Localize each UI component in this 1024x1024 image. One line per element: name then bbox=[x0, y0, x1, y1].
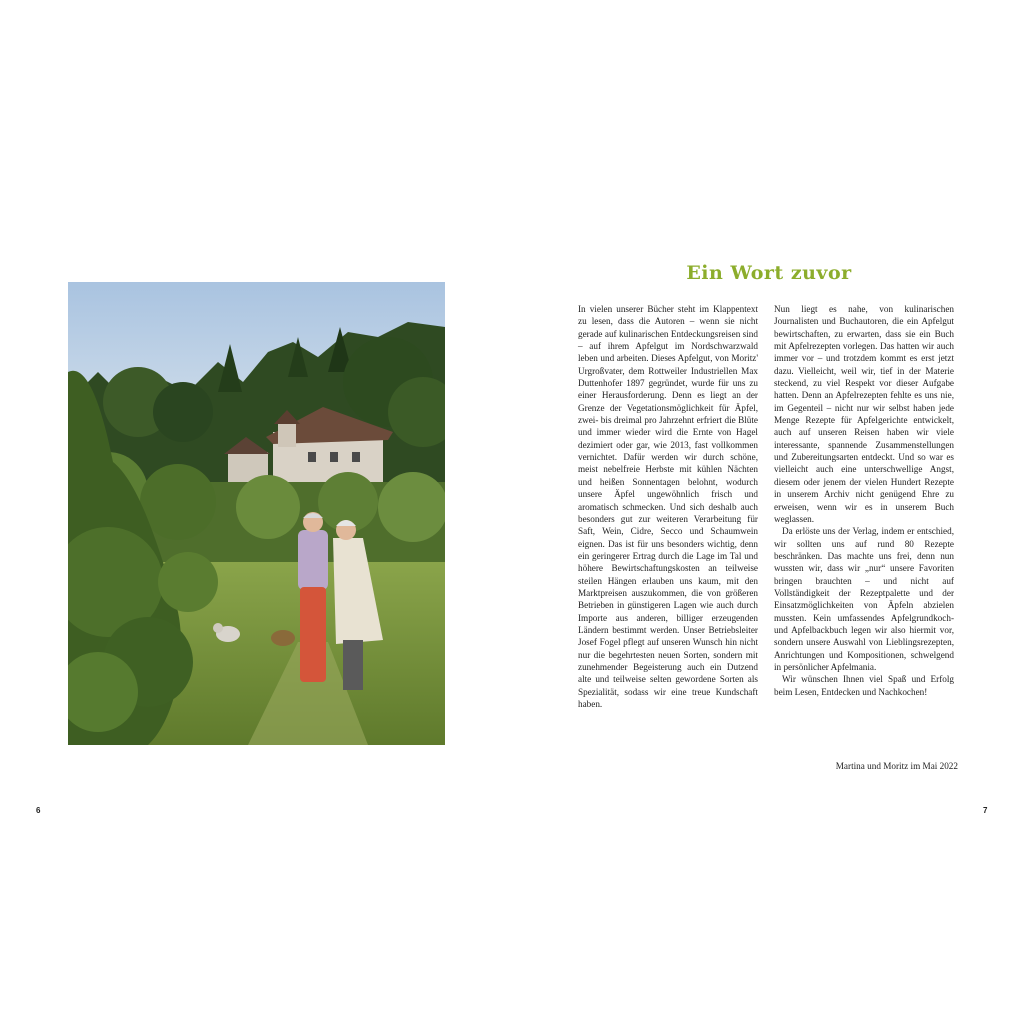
page-number-right: 7 bbox=[983, 806, 988, 815]
paragraph: Wir wünschen Ihnen viel Spaß und Erfolg beim Lesen, Entdecken und Nachkochen! bbox=[774, 674, 954, 697]
text-column-right bbox=[774, 303, 954, 698]
garden-photo-illustration bbox=[68, 282, 445, 745]
signature: Martina und Moritz im Mai 2022 bbox=[835, 761, 958, 771]
paragraph: In vielen unserer Bücher steht im Klappentext zu lesen, dass die Autoren – wenn sie nicht gerade auf kulinarischen Entdeckungsreisen sind – auf ihrem Apfelgut im Nordschwarzwald leben und arbeiten. Dieses Apfelgut, von Moritz' Urgroßvater, dem Rottweiler Industriellen Max Duttenhofer 1897 gegründet, wurde für uns zu einer Herausforderung. Denn es liegt an der Grenze der Vegetationsmöglichkeit für Äpfel, zwei- bis dreimal pro Jahrzehnt erfriert die Blüte und immer wieder wird die Ernte von Hagel dezimiert oder gar, wie 2013, fast vollkommen vernichtet. Dafür werden wir durch schöne, meist nebelfreie Herbste mit kühlen Nächten und heißen Sonnentagen belohnt, wodurch unsere Äpfel ungewöhnlich frisch und aromatisch schmecken. Und sich deshalb auch besonders gut zur weiteren Verarbeitung für Saft, Wein, Cidre, Secco und Schaumwein eignen. Das ist für uns besonders wichtig, denn ein geringerer Ertrag durch die Lage im Tal und höhere Bewirtschaftungskosten an teilweise steilen Hängen erlauben uns kaum, mit den Marktpreisen auszukommen, die von größeren Betrieben in günstigeren Lagen wie auch durch Importe aus anderen, billiger erzeugenden Ländern bestimmt werden. Unser Betriebsleiter Josef Fogel pflegt auf unseren Wunsch hin nicht nur die begehrtesten neuen Sorten, sondern mit zunehmender Begeisterung auch ein Dutzend alte und teilweise selten gewordene Sorten als Spezialität, sodass wir eine treue Kundschaft haben. bbox=[578, 304, 758, 709]
paragraph: Da erlöste uns der Verlag, indem er entschied, wir sollten uns auf rund 80 Rezepte beschränken. Das machte uns frei, denn nun wussten wir, dass wir „nur“ unsere Favoriten bringen brauchten – und nicht auf Vollständigkeit der Rezeptpalette und der Einsatzmöglichkeiten von Äpfeln abzielen mussten. Kein umfassendes Apfelgrundkoch- und Apfelbackbuch legen wir also hiermit vor, sondern unsere Auswahl von Lieblingsrezepten, Anrichtungen und Kompositionen, schwelgend in persönlicher Apfelmania. bbox=[774, 526, 954, 672]
chapter-title: Ein Wort zuvor bbox=[686, 262, 852, 284]
page-number-left: 6 bbox=[36, 806, 41, 815]
garden-photo bbox=[68, 282, 445, 745]
paragraph: Nun liegt es nahe, von kulinarischen Journalisten und Buchautoren, die ein Apfelgut bewirtschaften, zu erwarten, dass sie ein Buch mit Apfelrezepten vorlegen. Das hatten wir auch immer vor – und trotzdem kommt es erst jetzt dazu. Vielleicht, weil wir, tief in der Materie steckend, zu viel Respekt vor dieser Aufgabe hatten. Denn an Apfelrezepten fehlte es uns nie, im Gegenteil – nicht nur wir selbst haben jede Menge Rezepte für Apfelgerichte entwickelt, auch auf unseren Reisen haben wir viele interessante, spannende Zusammenstellungen und Zubereitungsarten entdeckt. Und so war es vielleicht auch eine unterschwellige Angst, diesem oder jenem der vielen Hundert Rezepte in unserem Archiv nicht genügend Ehre zu erweisen, wenn wir es in unserem Buch weglassen. bbox=[774, 304, 954, 524]
text-column-left bbox=[578, 303, 758, 710]
